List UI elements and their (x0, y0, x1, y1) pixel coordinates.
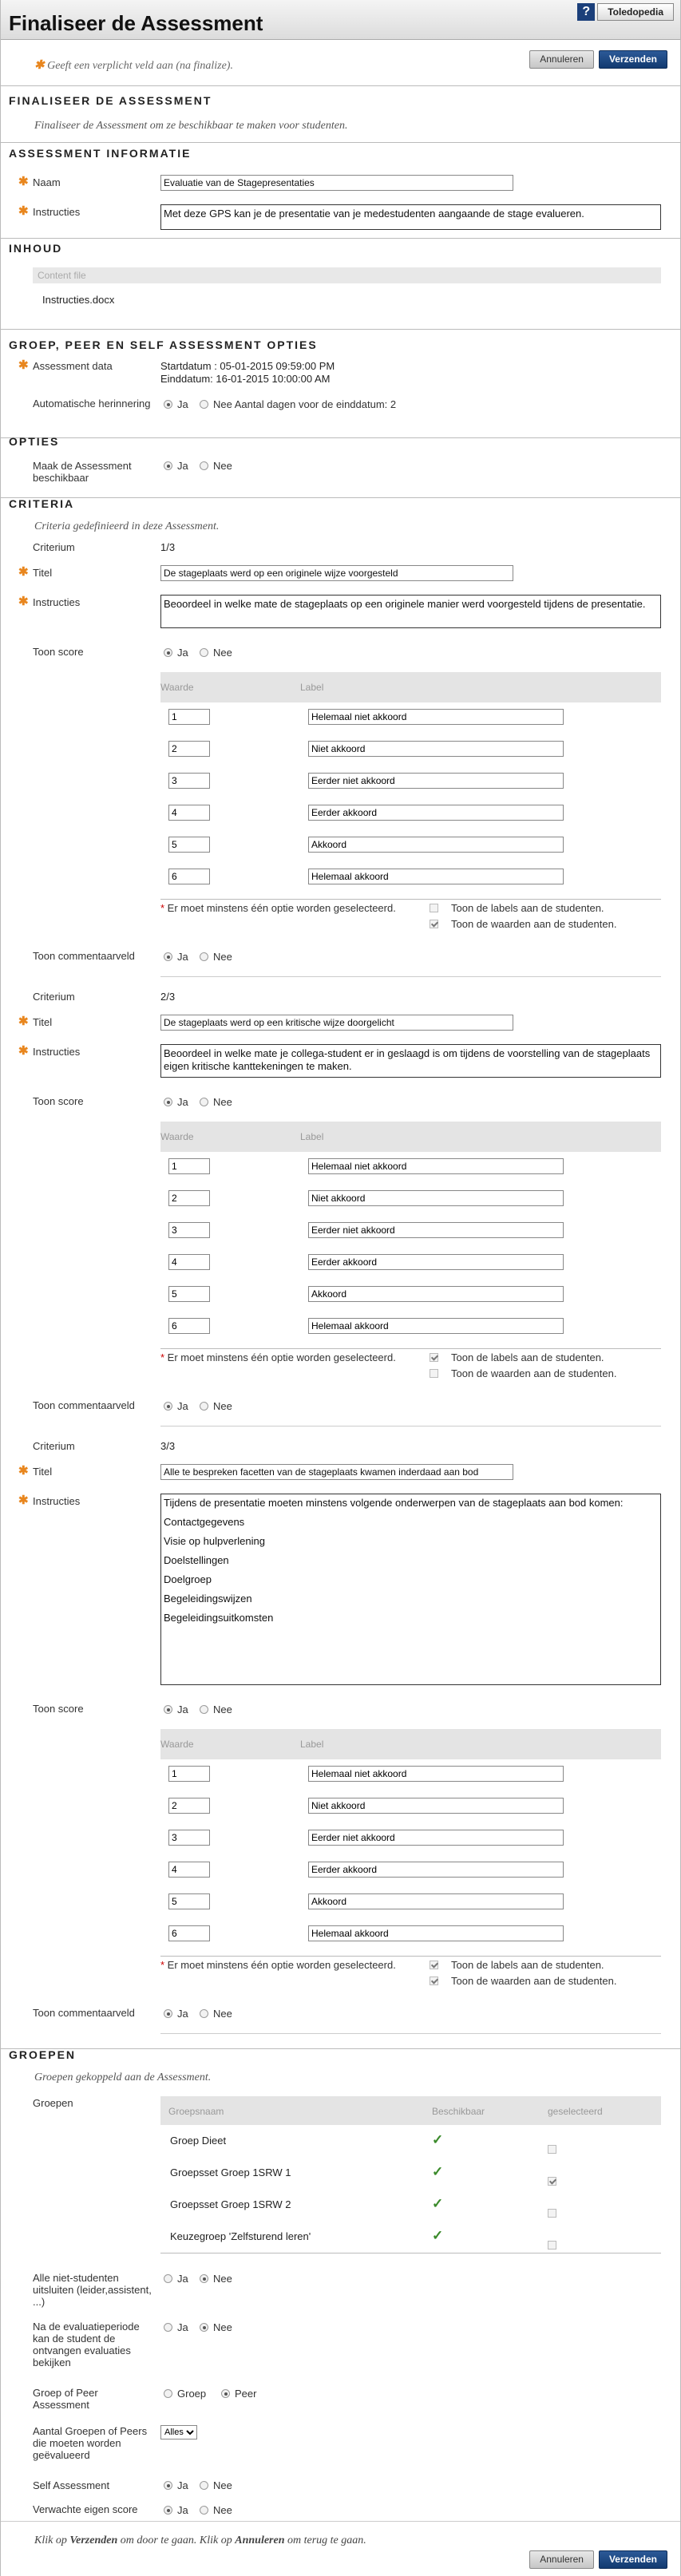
instruction-line: Contactgegevens (164, 1516, 245, 1528)
exclude-yes-option[interactable]: Ja (164, 2273, 188, 2285)
score-table-header (160, 672, 661, 702)
section-heading-options: OPTIES (9, 435, 60, 448)
group-row (160, 2125, 661, 2157)
show-comment-label: Toon commentaarveld (33, 2007, 135, 2019)
exclude-no-option[interactable]: Nee (200, 2273, 232, 2285)
score-requirement-note: * Er moet minstens één optie worden geselecteerd. (160, 1351, 396, 1363)
score-value-input[interactable] (168, 1254, 210, 1270)
toledopedia-button[interactable]: Toledopedia (597, 3, 674, 21)
submit-button[interactable]: Verzenden (599, 2550, 667, 2569)
group-name: Keuzegroep 'Zelfsturend leren' (170, 2230, 311, 2242)
checkmark-icon: ✓ (432, 2132, 444, 2147)
groups-label: Groepen (33, 2097, 73, 2109)
score-no-option[interactable]: Nee (200, 1703, 232, 1715)
criterium-instructions-textarea[interactable] (160, 1494, 661, 1685)
score-label-input[interactable] (308, 1286, 564, 1302)
show-comment-label: Toon commentaarveld (33, 1399, 135, 1411)
score-value-input[interactable] (168, 1318, 210, 1334)
score-row (160, 1216, 661, 1248)
comment-yes-option[interactable]: Ja (164, 1400, 188, 1412)
type-group-option[interactable]: Groep (164, 2388, 206, 2400)
score-value-input[interactable] (168, 741, 210, 757)
comment-no-option[interactable]: Nee (200, 2008, 232, 2020)
score-label-input[interactable] (308, 1862, 564, 1878)
score-row (160, 1919, 661, 1951)
help-area (577, 3, 674, 21)
group-row (160, 2189, 661, 2221)
score-row (160, 1887, 661, 1919)
score-table-bottom (160, 1956, 661, 1957)
score-label-input[interactable] (308, 709, 564, 725)
groups-table-header (160, 2096, 661, 2125)
score-label-input[interactable] (308, 805, 564, 821)
reminder-yes-radio[interactable] (164, 400, 172, 409)
score-label-input[interactable] (308, 1925, 564, 1941)
comment-no-radio[interactable] (200, 2009, 208, 2018)
avail-no-radio[interactable] (200, 461, 208, 470)
reminder-no-option[interactable]: Nee Aantal dagen voor de einddatum: 2 (200, 398, 396, 410)
type-label: Groep of Peer Assessment (33, 2387, 98, 2411)
criterium-instructions-text: Beoordeel in welke mate de stageplaats op een originele manier werd voorgesteld tijdens de presentatie. (164, 598, 646, 610)
score-value-input[interactable] (168, 837, 210, 853)
group-select-checkbox[interactable] (548, 2241, 556, 2250)
comment-no-radio[interactable] (200, 1402, 208, 1411)
score-label-input[interactable] (308, 773, 564, 789)
col-value: Waarde (160, 682, 194, 693)
score-row (160, 798, 661, 830)
divider (1, 85, 680, 86)
score-row (160, 1791, 661, 1823)
score-value-input[interactable] (168, 1158, 210, 1174)
required-star-icon: ✱ (18, 204, 29, 218)
type-peer-radio[interactable] (221, 2389, 230, 2398)
expected-yes-radio[interactable] (164, 2506, 172, 2515)
show-values-checkbox[interactable] (430, 1369, 438, 1378)
instructions-textarea[interactable]: Met deze GPS kan je de presentatie van je medestudenten aangaande de stage evalueren. (160, 204, 661, 230)
score-label-input[interactable] (308, 1318, 564, 1334)
self-label: Self Assessment (33, 2479, 110, 2491)
col-selected: geselecteerd (548, 2106, 603, 2117)
required-star-icon: ✱ (18, 1044, 29, 1058)
group-name: Groepsset Groep 1SRW 2 (170, 2198, 291, 2210)
score-table (160, 672, 661, 894)
expected-no-radio[interactable] (200, 2506, 208, 2515)
checkmark-icon: ✓ (432, 2164, 444, 2179)
criterium-instructions-label: ✱ Instructies (18, 1494, 81, 1507)
score-value-input[interactable] (168, 709, 210, 725)
criterium-title-input[interactable] (160, 1464, 513, 1480)
name-label: ✱ Naam (18, 175, 61, 188)
show-labels-option[interactable]: Toon de labels aan de studenten. (430, 1959, 604, 1971)
show-values-option[interactable]: Toon de waarden aan de studenten. (430, 1975, 616, 1987)
criterium-instructions-label: ✱ Instructies (18, 595, 81, 608)
show-score-label: Toon score (33, 1703, 84, 1715)
exclude-no-radio[interactable] (200, 2274, 208, 2283)
count-select[interactable] (160, 2425, 197, 2439)
divider (1, 329, 680, 330)
score-row (160, 1184, 661, 1216)
col-value: Waarde (160, 1739, 194, 1750)
group-select-checkbox[interactable] (548, 2209, 556, 2218)
self-no-radio[interactable] (200, 2481, 208, 2490)
show-score-label: Toon score (33, 1095, 84, 1107)
score-yes-radio[interactable] (164, 1098, 172, 1106)
score-row (160, 1759, 661, 1791)
groups-table-bottom (160, 2253, 661, 2254)
score-label-input[interactable] (308, 1766, 564, 1782)
self-yes-radio[interactable] (164, 2481, 172, 2490)
avail-no-option[interactable]: Nee (200, 460, 232, 472)
avail-yes-radio[interactable] (164, 461, 172, 470)
criteria-description: Criteria gedefinieerd in deze Assessment. (34, 520, 220, 532)
group-rows (160, 2125, 661, 2253)
comment-yes-radio[interactable] (164, 952, 172, 961)
score-row (160, 766, 661, 798)
score-row (160, 862, 661, 894)
show-labels-option[interactable]: Toon de labels aan de studenten. (430, 902, 604, 914)
score-row (160, 702, 661, 734)
criterium-title-label: ✱ Titel (18, 565, 53, 579)
required-star-icon: ✱ (18, 1015, 29, 1028)
score-yes-option[interactable]: Ja (164, 1703, 188, 1715)
score-value-input[interactable] (168, 1925, 210, 1941)
criterium-index: 3/3 (160, 1440, 176, 1452)
group-name: Groep Dieet (170, 2135, 227, 2147)
instructions-label: ✱ Instructies (18, 204, 81, 218)
section-heading-groups: GROEPEN (9, 2048, 77, 2061)
groups-description: Groepen gekoppeld aan de Assessment. (34, 2071, 212, 2083)
criterium-label: Criterium (33, 1440, 75, 1452)
bottom-actions (529, 2550, 667, 2569)
col-label: Label (300, 1131, 324, 1142)
score-table-header (160, 1729, 661, 1759)
score-no-radio[interactable] (200, 648, 208, 657)
assessment-data-label: ✱ Assessment data (18, 358, 113, 372)
expected-label: Verwachte eigen score (33, 2503, 138, 2515)
score-row (160, 1312, 661, 1343)
after-no-option[interactable]: Nee (200, 2321, 232, 2333)
show-comment-label: Toon commentaarveld (33, 950, 135, 962)
section-heading-content: INHOUD (9, 242, 63, 255)
cancel-button[interactable]: Annuleren (529, 50, 594, 69)
score-row (160, 734, 661, 766)
score-value-input[interactable] (168, 869, 210, 884)
criterium-label: Criterium (33, 991, 75, 1003)
show-labels-option[interactable]: Toon de labels aan de studenten. (430, 1351, 604, 1363)
score-value-input[interactable] (168, 1766, 210, 1782)
criterium-divider (160, 2033, 661, 2034)
score-table (160, 1122, 661, 1343)
comment-yes-radio[interactable] (164, 1402, 172, 1411)
col-group-name: Groepsnaam (168, 2106, 224, 2117)
score-table (160, 1729, 661, 1951)
after-yes-option[interactable]: Ja (164, 2321, 188, 2333)
group-name: Groepsset Groep 1SRW 1 (170, 2166, 291, 2178)
score-no-radio[interactable] (200, 1705, 208, 1714)
instruction-line: Begeleidingsuitkomsten (164, 1612, 274, 1624)
criterium-title-label: ✱ Titel (18, 1464, 53, 1478)
score-label-input[interactable] (308, 1893, 564, 1909)
score-yes-option[interactable]: Ja (164, 647, 188, 659)
type-peer-option[interactable]: Peer (221, 2388, 256, 2400)
top-actions (529, 50, 667, 69)
end-date: Einddatum: 16-01-2015 10:00:00 AM (160, 373, 331, 385)
section-heading-criteria: CRITERIA (9, 497, 75, 510)
expected-no-option[interactable]: Nee (200, 2504, 232, 2516)
score-table-header (160, 1122, 661, 1152)
divider (1, 238, 680, 239)
after-no-radio[interactable] (200, 2323, 208, 2332)
instruction-line: Doelstellingen (164, 1554, 229, 1566)
show-values-checkbox[interactable] (430, 920, 438, 928)
comment-yes-option[interactable]: Ja (164, 2008, 188, 2020)
score-no-radio[interactable] (200, 1098, 208, 1106)
start-date: Startdatum : 05-01-2015 09:59:00 PM (160, 360, 335, 372)
required-star-icon: ✱ (18, 358, 29, 372)
required-star-icon: ✱ (18, 1464, 29, 1478)
after-period-label: Na de evaluatieperiode kan de student de ontvangen evaluaties bekijken (33, 2321, 140, 2368)
expected-yes-option[interactable]: Ja (164, 2504, 188, 2516)
instruction-line: Doelgroep (164, 1573, 212, 1585)
score-label-input[interactable] (308, 1190, 564, 1206)
comment-no-option[interactable]: Nee (200, 1400, 232, 1412)
score-value-input[interactable] (168, 1222, 210, 1238)
col-available: Beschikbaar (432, 2106, 485, 2117)
score-row (160, 1855, 661, 1887)
required-star-icon: ✱ (18, 175, 29, 188)
group-select-checkbox[interactable] (548, 2145, 556, 2154)
group-row (160, 2157, 661, 2189)
divider (1, 2521, 680, 2522)
reminder-no-radio[interactable] (200, 400, 208, 409)
groups-table (160, 2096, 661, 2254)
finalize-description: Finaliseer de Assessment om ze beschikbaar te maken voor studenten. (34, 120, 348, 132)
score-label-input[interactable] (308, 869, 564, 884)
title-bar (1, 0, 680, 40)
self-no-option[interactable]: Nee (200, 2479, 232, 2491)
col-value: Waarde (160, 1131, 194, 1142)
score-label-input[interactable] (308, 1830, 564, 1846)
criterium-instructions-text: Beoordeel in welke mate je collega-student er in geslaagd is om tijdens de voorstelling van de stageplaats eigen kritische kanttekeningen te maken. (164, 1047, 651, 1072)
type-group-radio[interactable] (164, 2389, 172, 2398)
show-values-checkbox[interactable] (430, 1977, 438, 1985)
criterium-instructions-textarea[interactable] (160, 1044, 661, 1078)
score-value-input[interactable] (168, 1190, 210, 1206)
score-label-input[interactable] (308, 741, 564, 757)
criterium-title-input[interactable] (160, 565, 513, 581)
criterium-index: 2/3 (160, 991, 176, 1003)
divider (1, 142, 680, 143)
score-yes-radio[interactable] (164, 1705, 172, 1714)
comment-yes-option[interactable]: Ja (164, 951, 188, 963)
required-star-icon: ✱ (34, 59, 45, 72)
show-labels-checkbox[interactable] (430, 1353, 438, 1362)
score-value-input[interactable] (168, 1862, 210, 1878)
score-table-bottom (160, 899, 661, 900)
name-input[interactable] (160, 175, 513, 191)
reminder-yes-option[interactable]: Ja (164, 398, 188, 410)
required-note: ✱ Geeft een verplicht veld aan (na finalize). (34, 59, 233, 72)
col-label: Label (300, 682, 324, 693)
score-yes-radio[interactable] (164, 648, 172, 657)
section-heading-peer: GROEP, PEER EN SELF ASSESSMENT OPTIES (9, 338, 318, 351)
col-label: Label (300, 1739, 324, 1750)
avail-yes-option[interactable]: Ja (164, 460, 188, 472)
group-select-checkbox[interactable] (548, 2177, 556, 2186)
show-values-option[interactable]: Toon de waarden aan de studenten. (430, 1367, 616, 1379)
score-row (160, 1823, 661, 1855)
score-value-input[interactable] (168, 773, 210, 789)
score-yes-option[interactable]: Ja (164, 1096, 188, 1108)
exclude-label: Alle niet-studenten uitsluiten (leider,assistent, ...) (33, 2272, 152, 2308)
submit-button[interactable]: Verzenden (599, 50, 667, 69)
comment-yes-radio[interactable] (164, 2009, 172, 2018)
criterium-title-input[interactable] (160, 1015, 513, 1031)
cancel-button[interactable]: Annuleren (529, 2550, 594, 2569)
criterium-index: 1/3 (160, 541, 176, 553)
criterium-title-label: ✱ Titel (18, 1015, 53, 1028)
group-row (160, 2221, 661, 2253)
footer-instructions: Klik op Verzenden om door te gaan. Klik op Annuleren om terug te gaan. (34, 2534, 366, 2546)
score-value-input[interactable] (168, 805, 210, 821)
score-label-input[interactable] (308, 837, 564, 853)
comment-no-option[interactable]: Nee (200, 951, 232, 963)
score-label-input[interactable] (308, 1254, 564, 1270)
page-title: Finaliseer de Assessment (9, 11, 263, 35)
criterium-instructions-text: Tijdens de presentatie moeten minstens volgende onderwerpen van de stageplaats aan bod komen: (164, 1497, 624, 1509)
score-no-option[interactable]: Nee (200, 1096, 232, 1108)
instruction-line: Visie op hulpverlening (164, 1535, 265, 1547)
required-star-icon: ✱ (18, 595, 29, 608)
criterium-instructions-textarea[interactable] (160, 595, 661, 628)
content-file-name[interactable]: Instructies.docx (42, 294, 115, 306)
exclude-yes-radio[interactable] (164, 2274, 172, 2283)
score-table-bottom (160, 1348, 661, 1349)
checkmark-icon: ✓ (432, 2196, 444, 2211)
score-value-input[interactable] (168, 1286, 210, 1302)
section-heading-finalize: FINALISEER DE ASSESSMENT (9, 94, 212, 107)
score-value-input[interactable] (168, 1893, 210, 1909)
instruction-line: Begeleidingswijzen (164, 1593, 252, 1605)
score-no-option[interactable]: Nee (200, 647, 232, 659)
score-requirement-note: * Er moet minstens één optie worden geselecteerd. (160, 902, 396, 914)
score-row (160, 1280, 661, 1312)
score-label-input[interactable] (308, 1798, 564, 1814)
count-label: Aantal Groepen of Peers die moeten worden geëvalueerd (33, 2425, 148, 2461)
self-yes-option[interactable]: Ja (164, 2479, 188, 2491)
score-requirement-note: * Er moet minstens één optie worden geselecteerd. (160, 1959, 396, 1971)
score-row (160, 1152, 661, 1184)
comment-no-radio[interactable] (200, 952, 208, 961)
criterium-label: Criterium (33, 541, 75, 553)
after-yes-radio[interactable] (164, 2323, 172, 2332)
availability-label: Maak de Assessment beschikbaar (33, 460, 132, 484)
show-labels-checkbox[interactable] (430, 904, 438, 912)
show-score-label: Toon score (33, 646, 84, 658)
score-value-input[interactable] (168, 1830, 210, 1846)
score-value-input[interactable] (168, 1798, 210, 1814)
criterium-instructions-label: ✱ Instructies (18, 1044, 81, 1058)
reminder-label: Automatische herinnering (33, 398, 151, 410)
help-question-icon[interactable]: ? (577, 3, 595, 21)
score-row (160, 1248, 661, 1280)
required-star-icon: ✱ (18, 1494, 29, 1507)
required-star-icon: ✱ (18, 565, 29, 579)
show-values-option[interactable]: Toon de waarden aan de studenten. (430, 918, 616, 930)
score-label-input[interactable] (308, 1158, 564, 1174)
content-file-header: Content file (33, 267, 661, 283)
score-row (160, 830, 661, 862)
show-labels-checkbox[interactable] (430, 1961, 438, 1969)
checkmark-icon: ✓ (432, 2228, 444, 2243)
page (1, 0, 680, 2576)
criterium-divider (160, 976, 661, 977)
score-label-input[interactable] (308, 1222, 564, 1238)
section-heading-info: ASSESSMENT INFORMATIE (9, 147, 192, 160)
